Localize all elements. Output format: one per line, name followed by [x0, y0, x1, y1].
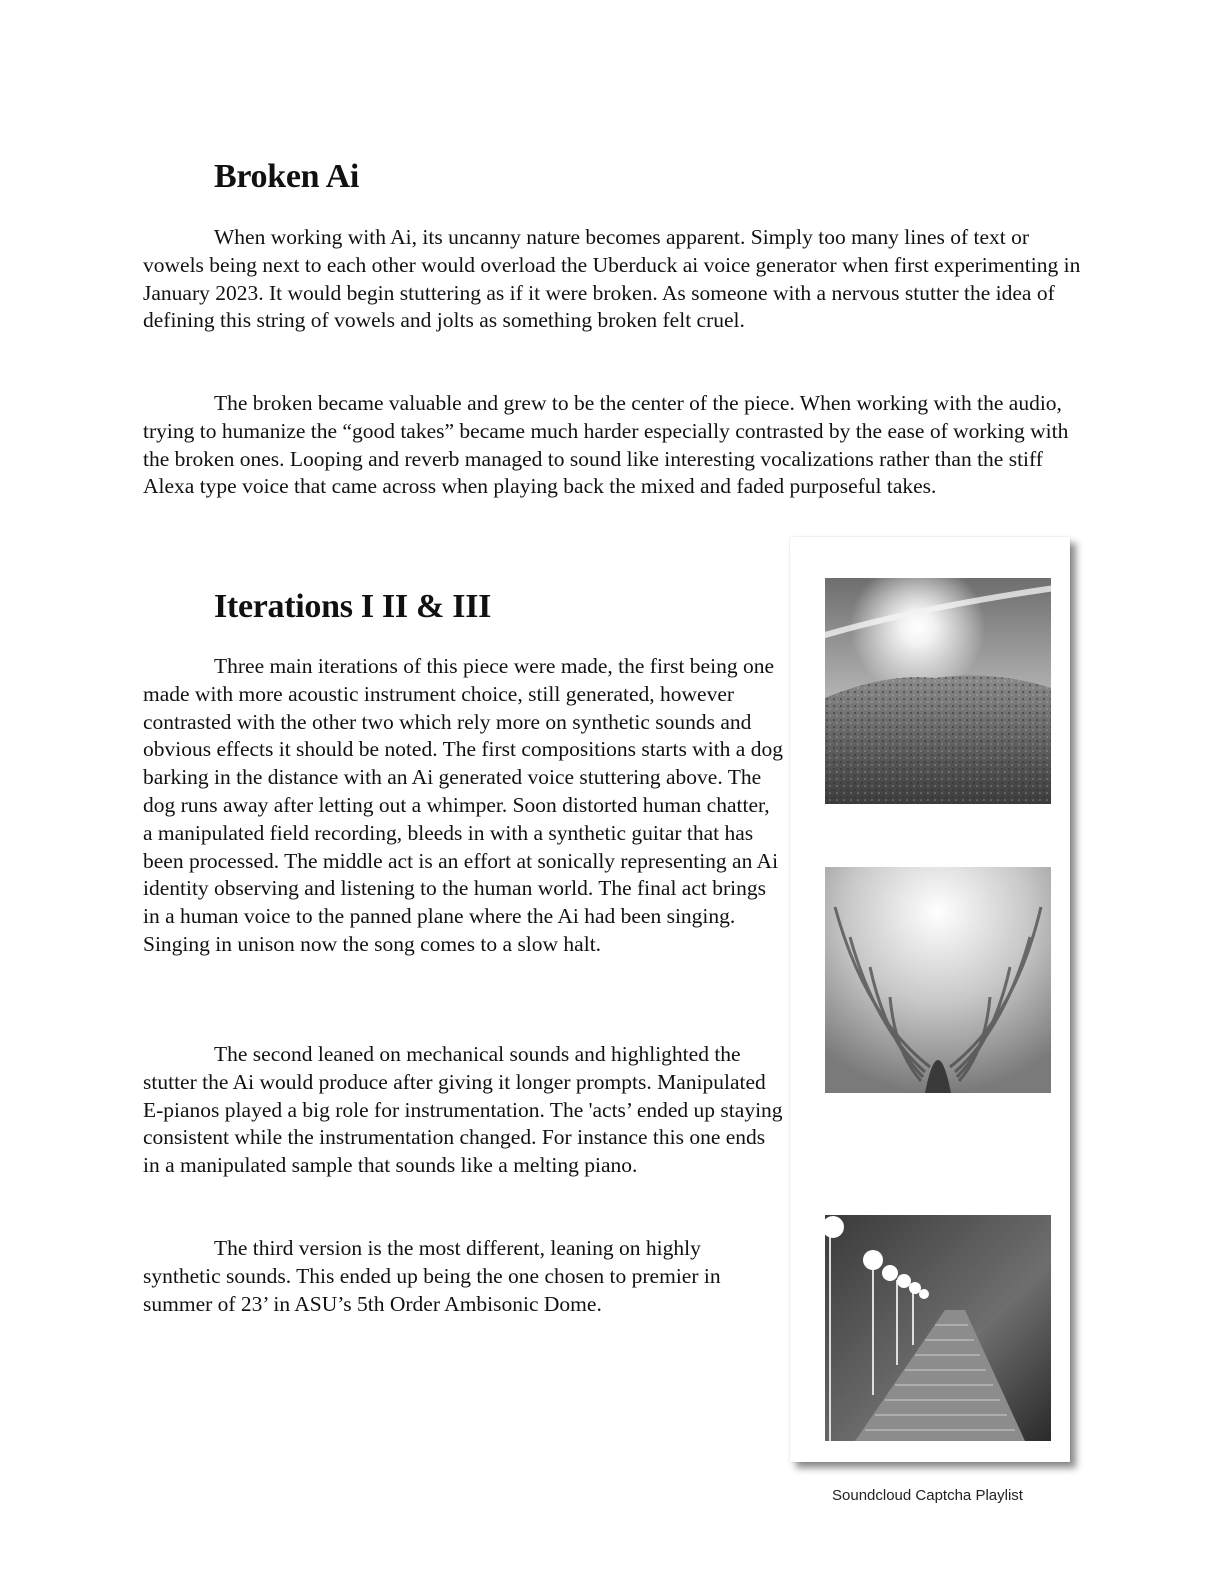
paragraph-broken-ai-2: The broken became valuable and grew to be the center of the piece. When working with the audio, trying to humanize the “good takes” became much harder especially contrasted by the ease of working with the broken ones. Looping and reverb managed to sound like interesting vocalizations rather than the stiff Alexa type voice that came across when playing back the mixed and faded purposeful takes.	[143, 391, 1069, 499]
paragraph-iterations-1: Three main iterations of this piece were made, the first being one made with more acoustic instrument choice, still generated, however contrasted with the other two which rely more on synthetic sounds and obvious effects it should be noted. The first compositions starts with a dog barking in the distance with an Ai generated voice stuttering above. The dog runs away after letting out a whimper. Soon distorted human chatter, a manipulated field recording, bleeds in with a synthetic guitar that has been processed. The middle act is an effort at sonically representing an Ai identity observing and listening to the human world. The final act brings in a human voice to the panned plane where the Ai had been singing. Singing in unison now the song comes to a slow halt.	[143, 654, 783, 956]
wings-image	[825, 867, 1051, 1093]
heading-iterations: Iterations I II & III	[214, 588, 492, 625]
paragraph-iterations-3: The third version is the most different, leaning on highly synthetic sounds. This ended up being the one chosen to premier in summer of 23’ in ASU’s 5th Order Ambisonic Dome.	[143, 1236, 721, 1316]
desert-landscape-image	[825, 578, 1051, 804]
bridge-lights-image	[825, 1215, 1051, 1441]
heading-broken-ai: Broken Ai	[214, 158, 359, 195]
caption-soundcloud-playlist: Soundcloud Captcha Playlist	[832, 1487, 1023, 1504]
photo-desert-landscape	[825, 578, 1051, 804]
paragraph-broken-ai-1: When working with Ai, its uncanny nature becomes apparent. Simply too many lines of text or vowels being next to each other would overload the Uberduck ai voice generator when first experimenting in January 2023. It would begin stuttering as if it were broken. As someone with a nervous stutter the idea of defining this string of vowels and jolts as something broken felt cruel.	[143, 225, 1081, 333]
paragraph-iterations-2: The second leaned on mechanical sounds and highlighted the stutter the Ai would produce after giving it longer prompts. Manipulated E-pianos played a big role for instrumentation. The 'acts’ ended up staying consistent while the instrumentation changed. For instance this one ends in a manipulated sample that sounds like a melting piano.	[143, 1042, 783, 1178]
image-strip	[790, 537, 1070, 1462]
photo-bridge-lights	[825, 1215, 1051, 1441]
photo-wings	[825, 867, 1051, 1093]
